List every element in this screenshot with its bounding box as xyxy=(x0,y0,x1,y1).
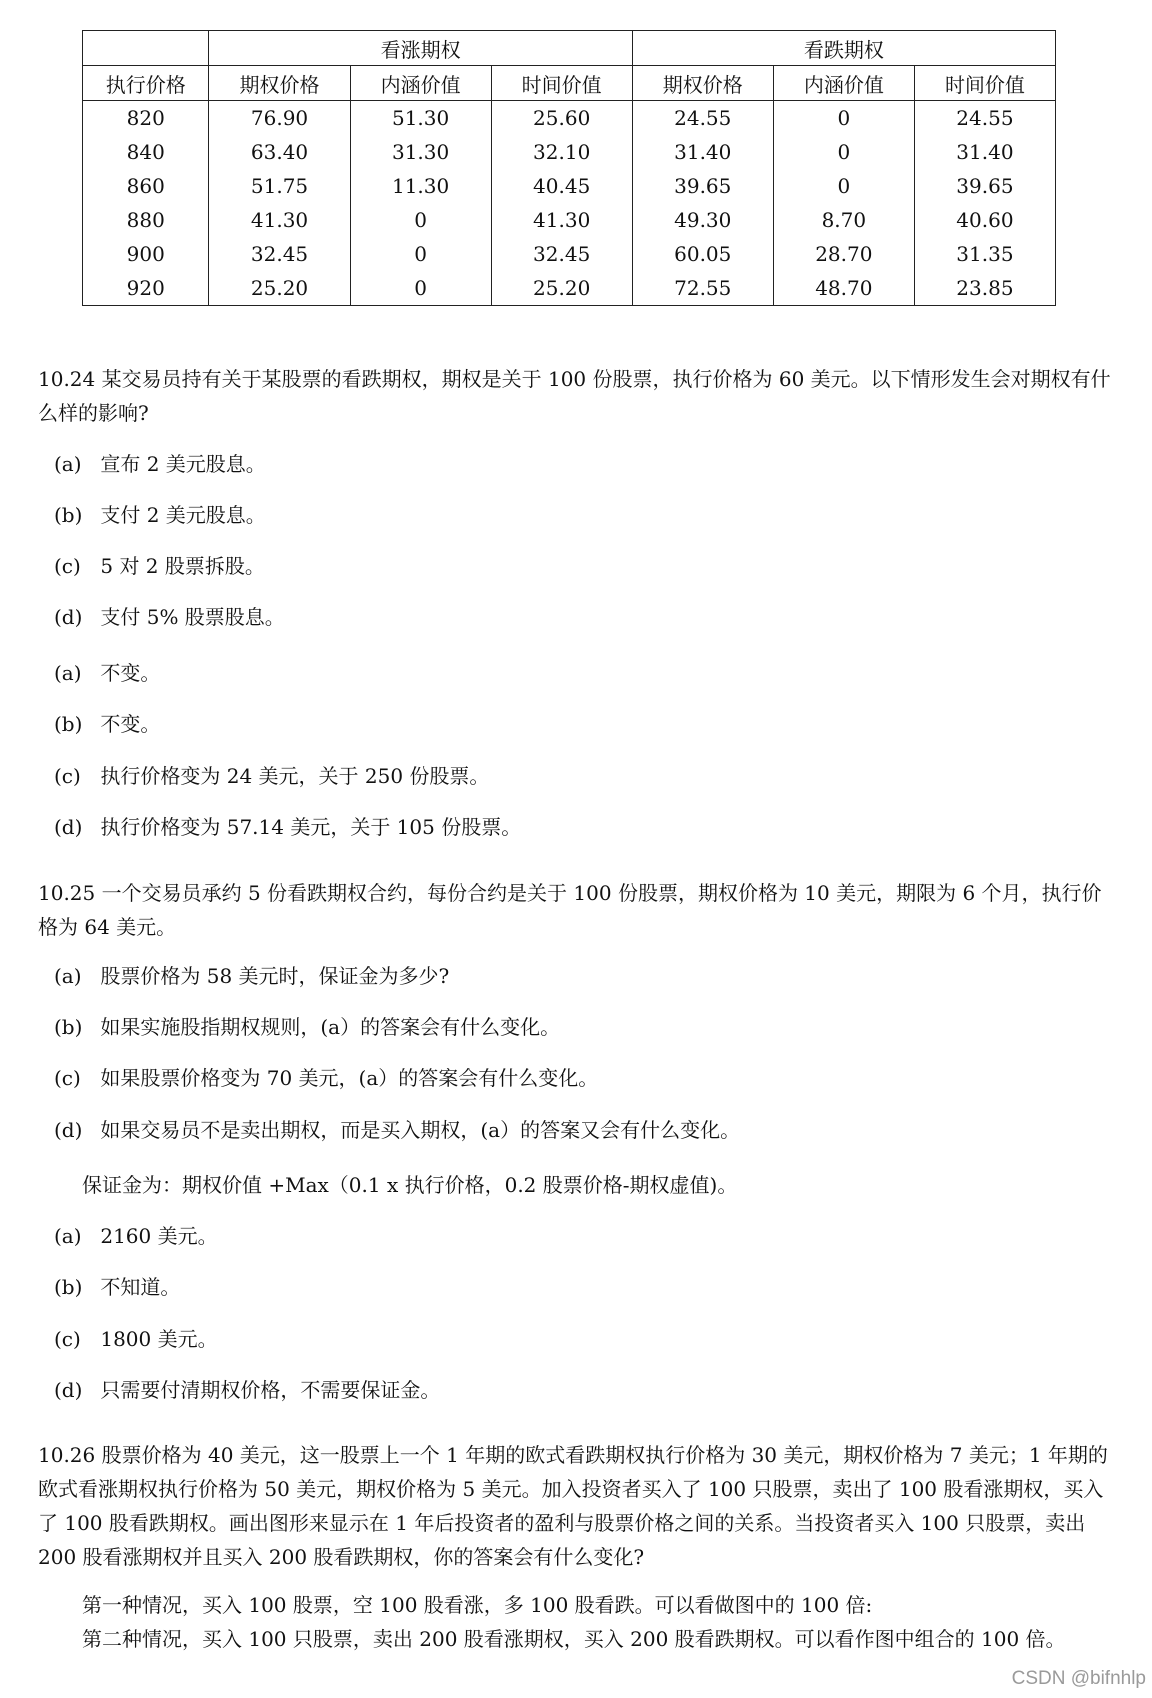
table-col-header: 时间价值 xyxy=(914,66,1055,101)
item-text: 宣布 2 美元股息。 xyxy=(100,452,266,476)
table-cell: 28.70 xyxy=(773,237,914,271)
item-mark: (a) xyxy=(54,661,82,685)
table-cell: 39.65 xyxy=(632,169,773,203)
table-cell: 0 xyxy=(350,237,491,271)
table-col-header: 内涵价值 xyxy=(350,66,491,101)
table-body xyxy=(83,101,1056,306)
table-cell: 32.45 xyxy=(209,237,350,271)
table-cell: 25.20 xyxy=(491,271,632,306)
answer-line-1: 第一种情况，买入 100 股票，空 100 股看涨，多 100 股看跌。可以看做图中的 100 倍: xyxy=(82,1593,873,1617)
margin-formula-note: 保证金为：期权价值 +Max（0.1 x 执行价格，0.2 股票价格-期权虚值)。 xyxy=(82,1173,738,1197)
table-cell: 32.45 xyxy=(491,237,632,271)
table-cell: 8.70 xyxy=(773,203,914,237)
option-value-table xyxy=(82,30,1056,306)
table-cell: 25.60 xyxy=(491,101,632,136)
table-cell: 11.30 xyxy=(350,169,491,203)
list-item xyxy=(54,501,266,529)
item-mark: (d) xyxy=(54,605,83,629)
item-mark: (b) xyxy=(54,1015,83,1039)
item-text: 如果股票价格变为 70 美元，(a）的答案会有什么变化。 xyxy=(100,1066,599,1090)
item-mark: (a) xyxy=(54,964,82,988)
table-cell: 24.55 xyxy=(632,101,773,136)
table-col-header: 执行价格 xyxy=(83,66,209,101)
table-cell: 40.60 xyxy=(914,203,1055,237)
answer-line-2: 第二种情况，买入 100 只股票，卖出 200 股看涨期权，买入 200 股看跌期权。可以看作图中组合的 100 倍。 xyxy=(82,1627,1066,1651)
table-group-header-call: 看涨期权 xyxy=(209,31,632,66)
list-item xyxy=(54,1013,560,1041)
table-cell: 49.30 xyxy=(632,203,773,237)
item-mark: (b) xyxy=(54,1275,83,1299)
answer-item xyxy=(54,710,160,738)
table-cell: 0 xyxy=(773,101,914,136)
table-cell: 32.10 xyxy=(491,135,632,169)
table-cell: 840 xyxy=(83,135,209,169)
table-cell: 920 xyxy=(83,271,209,306)
list-item xyxy=(54,552,265,580)
item-text: 只需要付清期权价格，不需要保证金。 xyxy=(100,1378,441,1402)
table-row xyxy=(83,237,1056,271)
table-cell: 0 xyxy=(350,271,491,306)
item-mark: (c) xyxy=(54,554,81,578)
item-mark: (b) xyxy=(54,503,83,527)
item-text: 执行价格变为 24 美元，关于 250 份股票。 xyxy=(100,764,490,788)
table-cell: 820 xyxy=(83,101,209,136)
item-mark: (d) xyxy=(54,815,83,839)
table-cell: 0 xyxy=(773,169,914,203)
table-cell: 0 xyxy=(350,203,491,237)
table-cell: 48.70 xyxy=(773,271,914,306)
table-cell: 23.85 xyxy=(914,271,1055,306)
list-item xyxy=(54,1116,740,1144)
item-text: 1800 美元。 xyxy=(100,1327,218,1351)
table-row xyxy=(83,203,1056,237)
watermark: CSDN @bifnhlp xyxy=(1011,1668,1146,1689)
table-cell: 51.75 xyxy=(209,169,350,203)
table-col-header: 期权价格 xyxy=(632,66,773,101)
table-row xyxy=(83,101,1056,136)
item-mark: (d) xyxy=(54,1378,83,1402)
list-item xyxy=(54,962,449,990)
table-cell: 25.20 xyxy=(209,271,350,306)
table-cell: 40.45 xyxy=(491,169,632,203)
table-cell: 39.65 xyxy=(914,169,1055,203)
table-cell: 31.40 xyxy=(914,135,1055,169)
table-cell: 880 xyxy=(83,203,209,237)
table-cell: 72.55 xyxy=(632,271,773,306)
table-group-header-put: 看跌期权 xyxy=(632,31,1055,66)
item-mark: (c) xyxy=(54,1327,81,1351)
item-text: 执行价格变为 57.14 美元，关于 105 份股票。 xyxy=(100,815,522,839)
table-cell: 31.35 xyxy=(914,237,1055,271)
answer-item xyxy=(54,1376,440,1404)
list-item xyxy=(54,603,285,631)
item-text: 2160 美元。 xyxy=(100,1224,218,1248)
answer-item xyxy=(54,1222,218,1250)
item-text: 支付 2 美元股息。 xyxy=(100,503,266,527)
item-text: 不变。 xyxy=(100,661,161,685)
item-text: 不变。 xyxy=(100,712,161,736)
table-col-header: 期权价格 xyxy=(209,66,350,101)
list-item xyxy=(54,450,266,478)
item-mark: (a) xyxy=(54,452,82,476)
table-cell: 63.40 xyxy=(209,135,350,169)
item-mark: (c) xyxy=(54,764,81,788)
table-cell: 0 xyxy=(773,135,914,169)
item-mark: (b) xyxy=(54,712,83,736)
item-text: 如果交易员不是卖出期权，而是买入期权，(a）的答案又会有什么变化。 xyxy=(100,1118,741,1142)
table-col-header: 内涵价值 xyxy=(773,66,914,101)
table-cell: 41.30 xyxy=(209,203,350,237)
item-text: 支付 5% 股票股息。 xyxy=(100,605,285,629)
answer-item xyxy=(54,1325,218,1353)
answer-item xyxy=(54,659,160,687)
answer-item xyxy=(54,1273,180,1301)
item-text: 股票价格为 58 美元时，保证金为多少? xyxy=(100,964,450,988)
table-row xyxy=(83,135,1056,169)
table-cell: 76.90 xyxy=(209,101,350,136)
table-cell: 60.05 xyxy=(632,237,773,271)
question-10-24: 10.24 某交易员持有关于某股票的看跌期权，期权是关于 100 份股票，执行价格为 60 美元。以下情形发生会对期权有什么样的影响? xyxy=(38,367,1111,425)
item-text: 不知道。 xyxy=(100,1275,181,1299)
table-cell: 31.40 xyxy=(632,135,773,169)
table-cell: 51.30 xyxy=(350,101,491,136)
item-mark: (c) xyxy=(54,1066,81,1090)
table-cell: 860 xyxy=(83,169,209,203)
item-mark: (a) xyxy=(54,1224,82,1248)
table-group-header-row xyxy=(83,31,1056,66)
table-column-header-row xyxy=(83,66,1056,101)
table-header-empty xyxy=(83,31,209,66)
item-text: 如果实施股指期权规则，(a）的答案会有什么变化。 xyxy=(100,1015,561,1039)
question-10-26: 10.26 股票价格为 40 美元，这一股票上一个 1 年期的欧式看跌期权执行价格为 30 美元，期权价格为 7 美元；1 年期的欧式看涨期权执行价格为 50 美元，期权价格为 5 美元。加入投资者买入了 100 只股票，卖出了 100 股看涨期权，买入了 100 股看跌期权。画出图形来显示在 1 年后投资者的盈利与股票价格之间的关系。当投资者买入 100 只股票，卖出 200 股看涨期权并且买入 200 股看跌期权，你的答案会有什么变化? xyxy=(38,1443,1108,1569)
table-cell: 24.55 xyxy=(914,101,1055,136)
answer-item xyxy=(54,762,489,790)
question-10-25: 10.25 一个交易员承约 5 份看跌期权合约，每份合约是关于 100 份股票，期权价格为 10 美元，期限为 6 个月，执行价格为 64 美元。 xyxy=(38,881,1102,939)
item-mark: (d) xyxy=(54,1118,83,1142)
table-cell: 900 xyxy=(83,237,209,271)
table-row xyxy=(83,271,1056,306)
table-row xyxy=(83,169,1056,203)
answer-item xyxy=(54,813,521,841)
item-text: 5 对 2 股票拆股。 xyxy=(100,554,265,578)
list-item xyxy=(54,1064,598,1092)
table-cell: 41.30 xyxy=(491,203,632,237)
table-col-header: 时间价值 xyxy=(491,66,632,101)
table-cell: 31.30 xyxy=(350,135,491,169)
